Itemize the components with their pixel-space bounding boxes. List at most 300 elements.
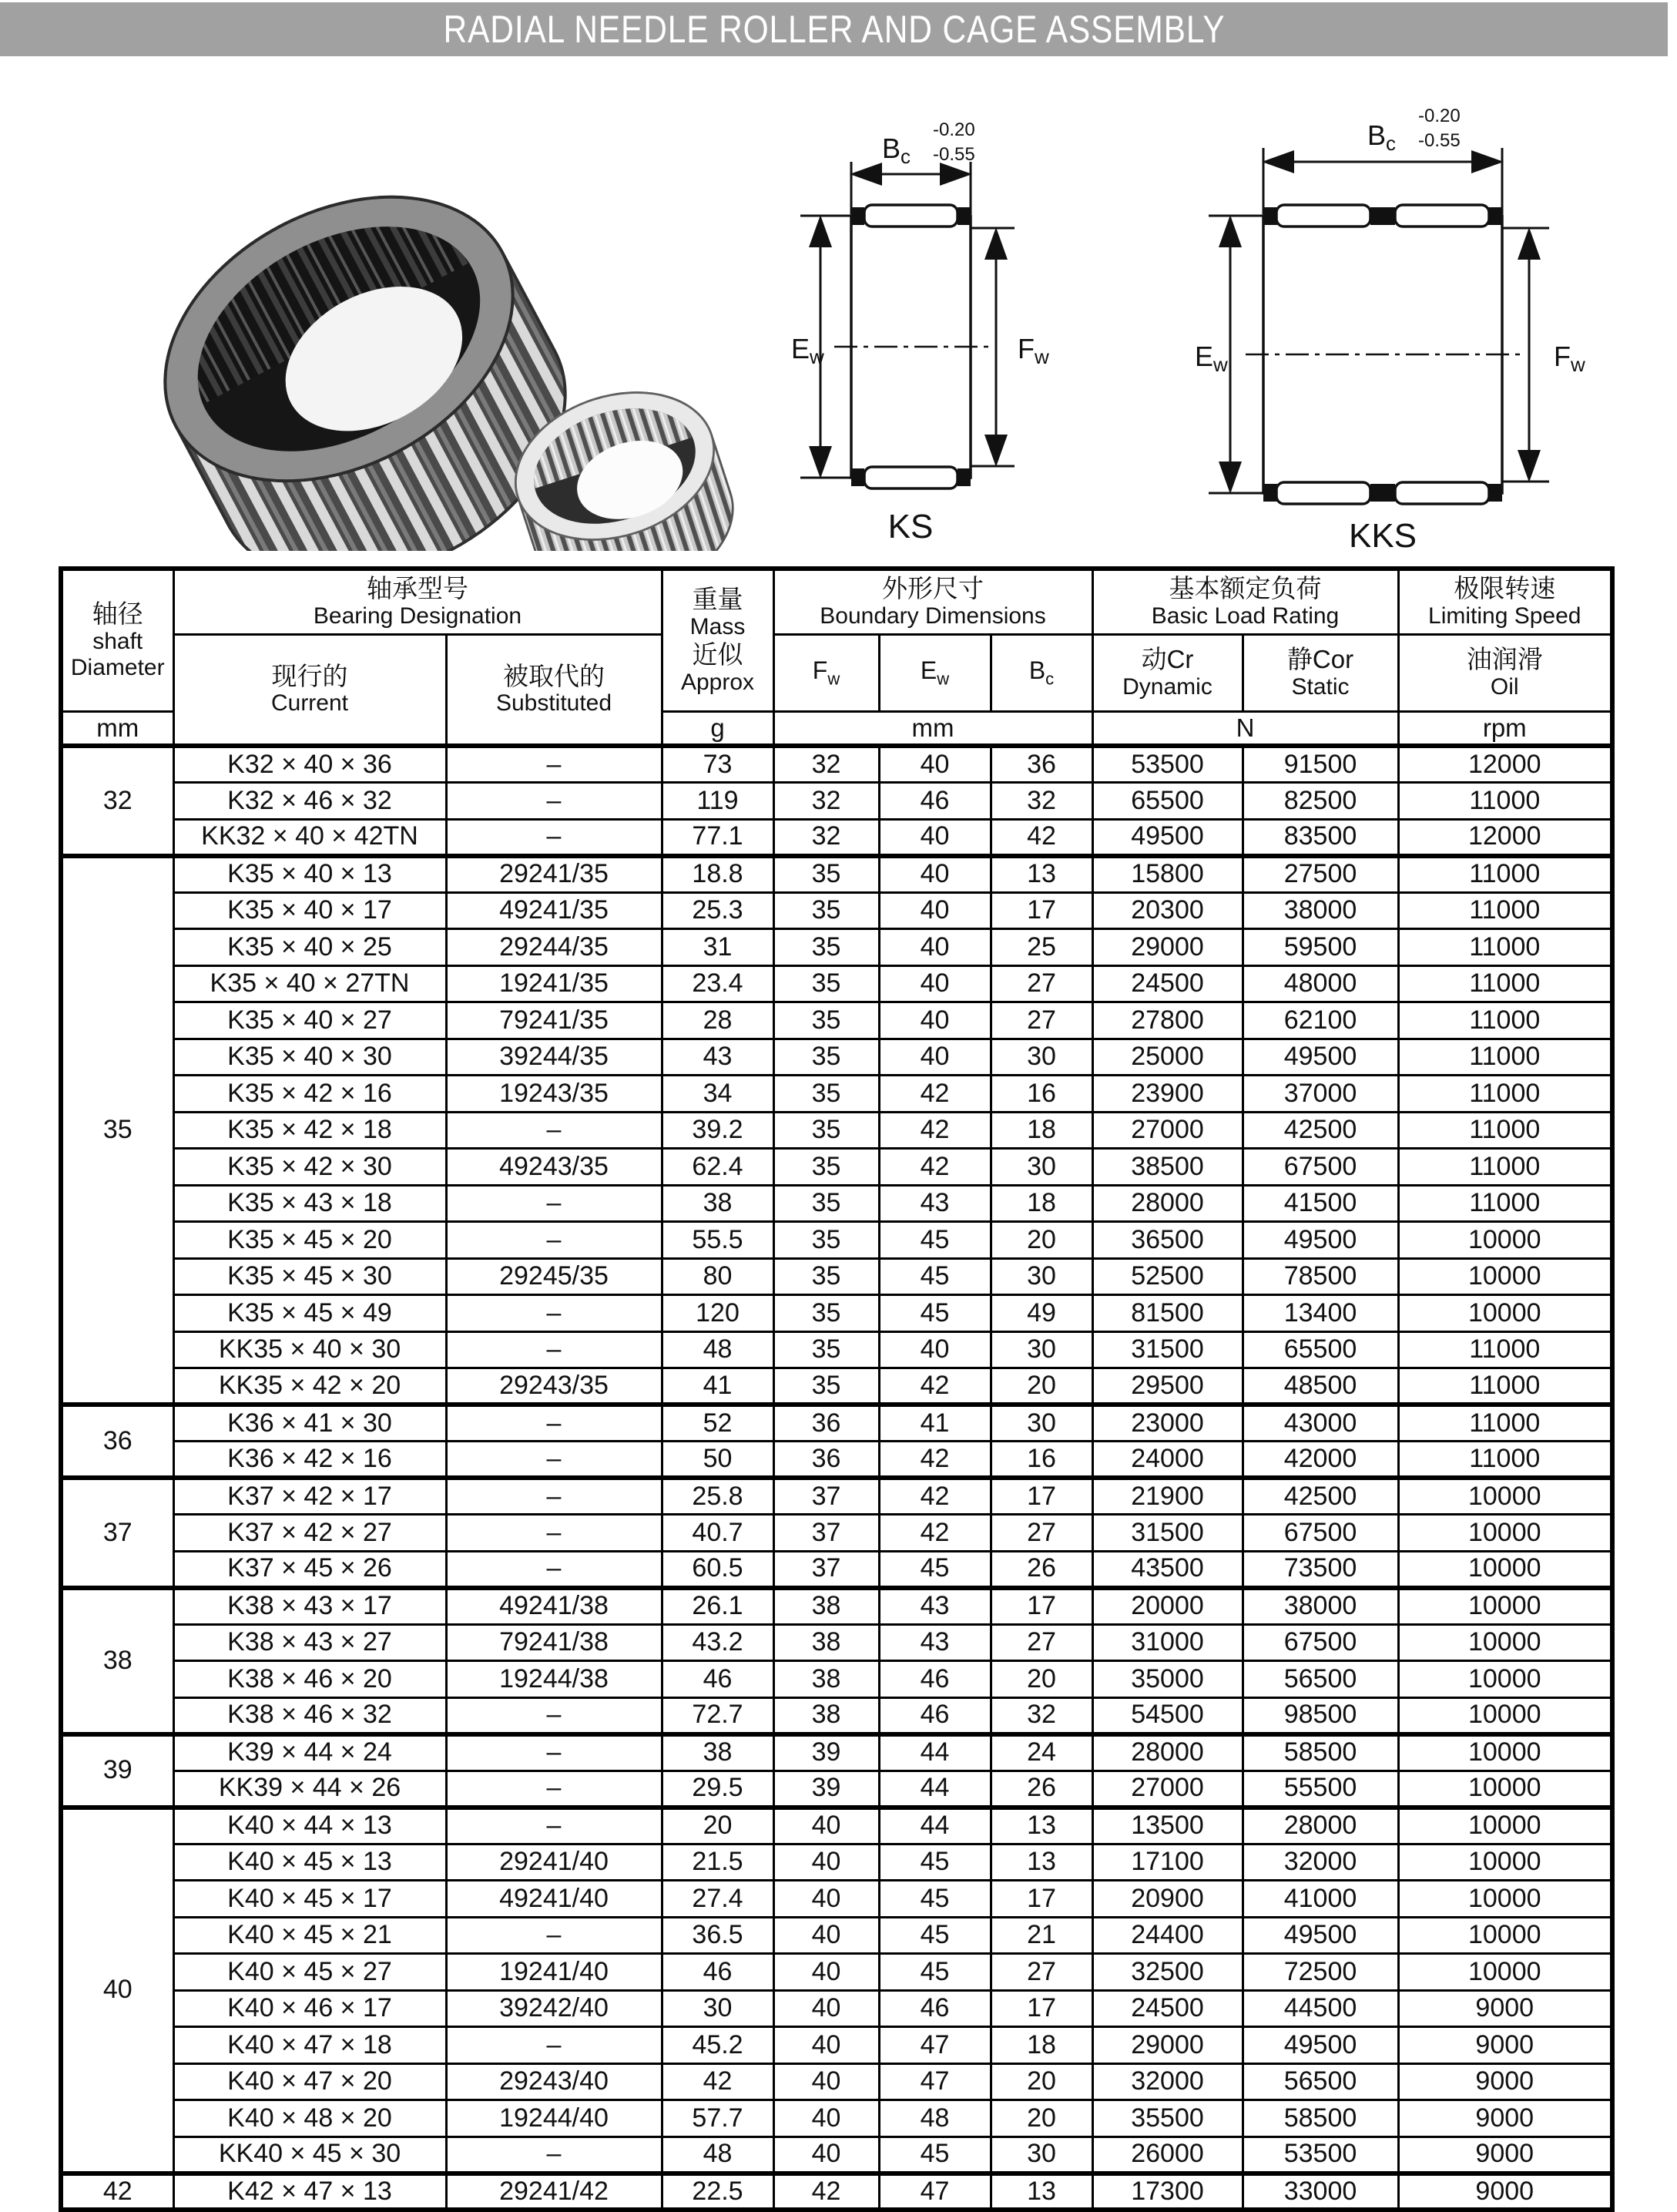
- designation-current-cell: K40 × 45 × 17: [173, 1881, 446, 1918]
- bc-cell: 24: [991, 1734, 1092, 1771]
- static-load-cell: 48500: [1243, 1368, 1398, 1405]
- static-load-cell: 41000: [1243, 1881, 1398, 1918]
- table-row: [61, 929, 1612, 966]
- bc-cell: 20: [991, 1222, 1092, 1259]
- kks-bc-tolerance-upper: -0.20: [1418, 106, 1461, 126]
- limiting-speed-cell: 11000: [1398, 856, 1612, 893]
- limiting-speed-cell: 11000: [1398, 892, 1612, 929]
- designation-substituted-cell: –: [446, 783, 662, 820]
- mass-cell: 119: [662, 783, 773, 820]
- designation-substituted-cell: 49241/40: [446, 1881, 662, 1918]
- static-load-cell: 38000: [1243, 1588, 1398, 1625]
- limiting-speed-cell: 12000: [1398, 819, 1612, 856]
- limiting-speed-cell: 10000: [1398, 1734, 1612, 1771]
- designation-current-cell: K40 × 45 × 21: [173, 1917, 446, 1954]
- fw-cell: 39: [773, 1771, 879, 1808]
- designation-substituted-cell: 19241/40: [446, 1954, 662, 1991]
- bc-cell: 36: [991, 746, 1092, 783]
- designation-current-cell: K35 × 40 × 17: [173, 892, 446, 929]
- designation-substituted-cell: –: [446, 1515, 662, 1552]
- table-row: [61, 856, 1612, 893]
- bc-cell: 18: [991, 2027, 1092, 2064]
- limiting-speed-cell: 10000: [1398, 1588, 1612, 1625]
- designation-current-cell: K35 × 40 × 25: [173, 929, 446, 966]
- mass-cell: 48: [662, 1331, 773, 1368]
- static-load-cell: 58500: [1243, 2100, 1398, 2137]
- table-row: [61, 1771, 1612, 1808]
- dynamic-load-cell: 26000: [1092, 2136, 1243, 2173]
- shaft-diameter-cell: 39: [61, 1734, 173, 1808]
- ew-cell: 46: [879, 1661, 991, 1698]
- table-row: [61, 892, 1612, 929]
- table-row: [61, 1917, 1612, 1954]
- fw-cell: 32: [773, 819, 879, 856]
- table-row: [61, 2100, 1612, 2137]
- mass-cell: 50: [662, 1442, 773, 1479]
- ew-cell: 47: [879, 2027, 991, 2064]
- designation-current-cell: K35 × 40 × 30: [173, 1039, 446, 1076]
- bearing-photos: [85, 143, 747, 551]
- col-header-speed: 极限转速 Limiting Speed: [1398, 569, 1612, 634]
- bc-cell: 30: [991, 1039, 1092, 1076]
- dynamic-load-cell: 17300: [1092, 2173, 1243, 2210]
- limiting-speed-cell: 11000: [1398, 1368, 1612, 1405]
- table-row: [61, 1002, 1612, 1039]
- designation-substituted-cell: –: [446, 1771, 662, 1808]
- table-row: [61, 1734, 1612, 1771]
- static-load-cell: 78500: [1243, 1258, 1398, 1295]
- limiting-speed-cell: 10000: [1398, 1808, 1612, 1844]
- bc-cell: 13: [991, 1844, 1092, 1881]
- dynamic-load-cell: 32500: [1092, 1954, 1243, 1991]
- designation-substituted-cell: –: [446, 1442, 662, 1479]
- static-load-cell: 49500: [1243, 1039, 1398, 1076]
- limiting-speed-cell: 11000: [1398, 1002, 1612, 1039]
- table-row: [61, 1515, 1612, 1552]
- unit-diameter: mm: [61, 711, 173, 746]
- bc-cell: 32: [991, 783, 1092, 820]
- fw-cell: 36: [773, 1442, 879, 1479]
- static-load-cell: 62100: [1243, 1002, 1398, 1039]
- designation-current-cell: K36 × 41 × 30: [173, 1405, 446, 1442]
- fw-cell: 42: [773, 2173, 879, 2210]
- bc-cell: 13: [991, 1808, 1092, 1844]
- limiting-speed-cell: 9000: [1398, 2027, 1612, 2064]
- fw-cell: 40: [773, 2100, 879, 2137]
- designation-substituted-cell: –: [446, 1222, 662, 1259]
- bc-cell: 26: [991, 1771, 1092, 1808]
- fw-cell: 32: [773, 746, 879, 783]
- mass-cell: 46: [662, 1661, 773, 1698]
- fw-cell: 40: [773, 1917, 879, 1954]
- limiting-speed-cell: 11000: [1398, 1039, 1612, 1076]
- designation-current-cell: KK35 × 42 × 20: [173, 1368, 446, 1405]
- ew-cell: 46: [879, 1990, 991, 2027]
- bearing-photo-illustration: [85, 143, 747, 551]
- designation-current-cell: K37 × 42 × 17: [173, 1478, 446, 1515]
- designation-current-cell: K40 × 45 × 13: [173, 1844, 446, 1881]
- ew-cell: 45: [879, 1954, 991, 1991]
- static-load-cell: 41500: [1243, 1185, 1398, 1222]
- designation-current-cell: K32 × 46 × 32: [173, 783, 446, 820]
- static-load-cell: 91500: [1243, 746, 1398, 783]
- table-row: [61, 1844, 1612, 1881]
- designation-substituted-cell: 49241/38: [446, 1588, 662, 1625]
- limiting-speed-cell: 11000: [1398, 1149, 1612, 1186]
- designation-current-cell: K38 × 43 × 17: [173, 1588, 446, 1625]
- limiting-speed-cell: 9000: [1398, 2100, 1612, 2137]
- dynamic-load-cell: 31500: [1092, 1515, 1243, 1552]
- designation-current-cell: K35 × 42 × 30: [173, 1149, 446, 1186]
- ew-cell: 42: [879, 1368, 991, 1405]
- designation-current-cell: KK40 × 45 × 30: [173, 2136, 446, 2173]
- ks-caption: KS: [887, 508, 934, 545]
- designation-current-cell: K35 × 42 × 18: [173, 1112, 446, 1149]
- mass-cell: 21.5: [662, 1844, 773, 1881]
- fw-cell: 37: [773, 1478, 879, 1515]
- limiting-speed-cell: 10000: [1398, 1917, 1612, 1954]
- static-load-cell: 53500: [1243, 2136, 1398, 2173]
- dynamic-load-cell: 27800: [1092, 1002, 1243, 1039]
- designation-current-cell: K35 × 40 × 27TN: [173, 965, 446, 1002]
- fw-cell: 40: [773, 1881, 879, 1918]
- fw-cell: 35: [773, 1002, 879, 1039]
- ew-cell: 40: [879, 929, 991, 966]
- bc-cell: 17: [991, 1990, 1092, 2027]
- table-row: [61, 783, 1612, 820]
- static-load-cell: 33000: [1243, 2173, 1398, 2210]
- designation-current-cell: K35 × 45 × 49: [173, 1295, 446, 1332]
- limiting-speed-cell: 10000: [1398, 1295, 1612, 1332]
- fw-cell: 36: [773, 1405, 879, 1442]
- static-load-cell: 59500: [1243, 929, 1398, 966]
- table-row: [61, 1442, 1612, 1479]
- mass-cell: 62.4: [662, 1149, 773, 1186]
- fw-cell: 35: [773, 1295, 879, 1332]
- unit-speed: rpm: [1398, 711, 1612, 746]
- ew-cell: 45: [879, 1258, 991, 1295]
- mass-cell: 25.3: [662, 892, 773, 929]
- designation-substituted-cell: –: [446, 1331, 662, 1368]
- ew-cell: 46: [879, 1697, 991, 1734]
- designation-current-cell: K42 × 47 × 13: [173, 2173, 446, 2210]
- designation-substituted-cell: 29243/40: [446, 2063, 662, 2100]
- ks-ew-label: Ew: [791, 333, 824, 368]
- limiting-speed-cell: 10000: [1398, 1881, 1612, 1918]
- static-load-cell: 49500: [1243, 1917, 1398, 1954]
- bc-cell: 30: [991, 1149, 1092, 1186]
- designation-current-cell: K40 × 46 × 17: [173, 1990, 446, 2027]
- col-header-designation: 轴承型号 Bearing Designation: [173, 569, 662, 634]
- limiting-speed-cell: 11000: [1398, 783, 1612, 820]
- designation-substituted-cell: 39242/40: [446, 1990, 662, 2027]
- designation-current-cell: K35 × 42 × 16: [173, 1076, 446, 1113]
- dynamic-load-cell: 36500: [1092, 1222, 1243, 1259]
- dynamic-load-cell: 24000: [1092, 1442, 1243, 1479]
- dynamic-load-cell: 24500: [1092, 965, 1243, 1002]
- static-load-cell: 28000: [1243, 1808, 1398, 1844]
- dynamic-load-cell: 81500: [1092, 1295, 1243, 1332]
- dynamic-load-cell: 24400: [1092, 1917, 1243, 1954]
- table-row: [61, 1588, 1612, 1625]
- designation-substituted-cell: 19244/38: [446, 1661, 662, 1698]
- designation-current-cell: K38 × 46 × 20: [173, 1661, 446, 1698]
- mass-cell: 43: [662, 1039, 773, 1076]
- mass-cell: 72.7: [662, 1697, 773, 1734]
- static-load-cell: 43000: [1243, 1405, 1398, 1442]
- designation-substituted-cell: –: [446, 2136, 662, 2173]
- limiting-speed-cell: 10000: [1398, 1258, 1612, 1295]
- table-row: [61, 1039, 1612, 1076]
- table-row: [61, 1954, 1612, 1991]
- static-load-cell: 56500: [1243, 1661, 1398, 1698]
- designation-substituted-cell: –: [446, 1112, 662, 1149]
- ew-cell: 45: [879, 1917, 991, 1954]
- ew-cell: 42: [879, 1478, 991, 1515]
- limiting-speed-cell: 9000: [1398, 1990, 1612, 2027]
- ks-bc-label: Bc: [882, 133, 911, 168]
- limiting-speed-cell: 11000: [1398, 1185, 1612, 1222]
- table-row: [61, 1222, 1612, 1259]
- designation-current-cell: K40 × 47 × 18: [173, 2027, 446, 2064]
- table-row: [61, 1478, 1612, 1515]
- designation-substituted-cell: –: [446, 1808, 662, 1844]
- fw-cell: 35: [773, 1076, 879, 1113]
- mass-cell: 23.4: [662, 965, 773, 1002]
- designation-current-cell: K39 × 44 × 24: [173, 1734, 446, 1771]
- table-row: [61, 1551, 1612, 1588]
- bc-cell: 16: [991, 1076, 1092, 1113]
- mass-cell: 25.8: [662, 1478, 773, 1515]
- static-load-cell: 98500: [1243, 1697, 1398, 1734]
- designation-current-cell: KK32 × 40 × 42TN: [173, 819, 446, 856]
- fw-cell: 39: [773, 1734, 879, 1771]
- mass-cell: 45.2: [662, 2027, 773, 2064]
- ew-cell: 45: [879, 1881, 991, 1918]
- ew-cell: 43: [879, 1588, 991, 1625]
- designation-current-cell: K40 × 47 × 20: [173, 2063, 446, 2100]
- bc-cell: 30: [991, 1331, 1092, 1368]
- table-row: [61, 1990, 1612, 2027]
- limiting-speed-cell: 10000: [1398, 1624, 1612, 1661]
- designation-current-cell: K35 × 45 × 20: [173, 1222, 446, 1259]
- table-row: [61, 1331, 1612, 1368]
- ew-cell: 40: [879, 892, 991, 929]
- bc-cell: 27: [991, 965, 1092, 1002]
- fw-cell: 35: [773, 1185, 879, 1222]
- bc-cell: 13: [991, 856, 1092, 893]
- fw-cell: 35: [773, 1222, 879, 1259]
- designation-current-cell: KK39 × 44 × 26: [173, 1771, 446, 1808]
- static-load-cell: 73500: [1243, 1551, 1398, 1588]
- limiting-speed-cell: 9000: [1398, 2173, 1612, 2210]
- mass-cell: 39.2: [662, 1112, 773, 1149]
- limiting-speed-cell: 9000: [1398, 2063, 1612, 2100]
- fw-cell: 40: [773, 1954, 879, 1991]
- mass-cell: 29.5: [662, 1771, 773, 1808]
- ew-cell: 47: [879, 2173, 991, 2210]
- mass-cell: 38: [662, 1734, 773, 1771]
- fw-cell: 40: [773, 1990, 879, 2027]
- col-header-bc: $B_c$: [991, 634, 1092, 711]
- ew-cell: 42: [879, 1442, 991, 1479]
- bc-cell: 13: [991, 2173, 1092, 2210]
- limiting-speed-cell: 10000: [1398, 1954, 1612, 1991]
- kks-fw-label: Fw: [1554, 341, 1585, 376]
- static-load-cell: 83500: [1243, 819, 1398, 856]
- bc-cell: 20: [991, 2100, 1092, 2137]
- static-load-cell: 67500: [1243, 1624, 1398, 1661]
- fw-cell: 40: [773, 2136, 879, 2173]
- mass-cell: 60.5: [662, 1551, 773, 1588]
- designation-current-cell: K35 × 40 × 13: [173, 856, 446, 893]
- ew-cell: 40: [879, 819, 991, 856]
- ew-cell: 47: [879, 2063, 991, 2100]
- static-load-cell: 55500: [1243, 1771, 1398, 1808]
- designation-substituted-cell: –: [446, 819, 662, 856]
- diagram-ks: [790, 116, 1121, 555]
- bc-cell: 20: [991, 1368, 1092, 1405]
- limiting-speed-cell: 10000: [1398, 1551, 1612, 1588]
- static-load-cell: 67500: [1243, 1515, 1398, 1552]
- ew-cell: 44: [879, 1808, 991, 1844]
- table-row: [61, 965, 1612, 1002]
- bc-cell: 18: [991, 1112, 1092, 1149]
- ew-cell: 45: [879, 1295, 991, 1332]
- kks-drawing: [1190, 92, 1660, 562]
- col-header-fw: $F_w$: [773, 634, 879, 711]
- fw-cell: 40: [773, 2027, 879, 2064]
- fw-cell: 37: [773, 1551, 879, 1588]
- designation-substituted-cell: 49241/35: [446, 892, 662, 929]
- fw-cell: 35: [773, 965, 879, 1002]
- bc-cell: 27: [991, 1515, 1092, 1552]
- fw-cell: 38: [773, 1624, 879, 1661]
- fw-cell: 38: [773, 1661, 879, 1698]
- table-row: [61, 2027, 1612, 2064]
- designation-current-cell: K38 × 43 × 27: [173, 1624, 446, 1661]
- dynamic-load-cell: 43500: [1092, 1551, 1243, 1588]
- ew-cell: 40: [879, 746, 991, 783]
- designation-substituted-cell: 49243/35: [446, 1149, 662, 1186]
- ew-cell: 40: [879, 965, 991, 1002]
- col-header-mass: 重量 Mass 近似 Approx: [662, 569, 773, 711]
- col-header-static: 静Cor Static: [1243, 634, 1398, 711]
- mass-cell: 18.8: [662, 856, 773, 893]
- static-load-cell: 44500: [1243, 1990, 1398, 2027]
- limiting-speed-cell: 10000: [1398, 1661, 1612, 1698]
- ks-bc-tolerance-upper: -0.20: [933, 119, 975, 140]
- mass-cell: 20: [662, 1808, 773, 1844]
- bc-cell: 30: [991, 1405, 1092, 1442]
- static-load-cell: 13400: [1243, 1295, 1398, 1332]
- designation-current-cell: K35 × 45 × 30: [173, 1258, 446, 1295]
- mass-cell: 27.4: [662, 1881, 773, 1918]
- designation-substituted-cell: –: [446, 1185, 662, 1222]
- bearing-spec-table: [59, 566, 1615, 2212]
- ew-cell: 42: [879, 1112, 991, 1149]
- mass-cell: 55.5: [662, 1222, 773, 1259]
- shaft-diameter-cell: 36: [61, 1405, 173, 1478]
- col-header-current: 现行的 Current: [173, 634, 446, 746]
- static-load-cell: 49500: [1243, 2027, 1398, 2064]
- dynamic-load-cell: 13500: [1092, 1808, 1243, 1844]
- ew-cell: 40: [879, 1331, 991, 1368]
- col-header-oil: 油润滑 Oil: [1398, 634, 1612, 711]
- limiting-speed-cell: 11000: [1398, 965, 1612, 1002]
- bc-cell: 27: [991, 1624, 1092, 1661]
- static-load-cell: 72500: [1243, 1954, 1398, 1991]
- table-row: [61, 2136, 1612, 2173]
- fw-cell: 32: [773, 783, 879, 820]
- shaft-diameter-cell: 42: [61, 2173, 173, 2210]
- static-load-cell: 42500: [1243, 1112, 1398, 1149]
- fw-cell: 35: [773, 1039, 879, 1076]
- dynamic-load-cell: 29000: [1092, 2027, 1243, 2064]
- designation-substituted-cell: 39244/35: [446, 1039, 662, 1076]
- table-row: [61, 1405, 1612, 1442]
- table-row: [61, 746, 1612, 783]
- mass-cell: 120: [662, 1295, 773, 1332]
- col-header-substituted: 被取代的 Substituted: [446, 634, 662, 746]
- fw-cell: 35: [773, 856, 879, 893]
- static-load-cell: 82500: [1243, 783, 1398, 820]
- bc-cell: 26: [991, 1551, 1092, 1588]
- bc-cell: 27: [991, 1002, 1092, 1039]
- ew-cell: 40: [879, 856, 991, 893]
- ew-cell: 42: [879, 1515, 991, 1552]
- limiting-speed-cell: 10000: [1398, 1222, 1612, 1259]
- designation-substituted-cell: 29241/42: [446, 2173, 662, 2210]
- designation-substituted-cell: –: [446, 2027, 662, 2064]
- table-row: [61, 1295, 1612, 1332]
- limiting-speed-cell: 9000: [1398, 2136, 1612, 2173]
- fw-cell: 35: [773, 1149, 879, 1186]
- fw-cell: 38: [773, 1588, 879, 1625]
- fw-cell: 40: [773, 1844, 879, 1881]
- ks-drawing: [790, 116, 1121, 555]
- limiting-speed-cell: 11000: [1398, 929, 1612, 966]
- ew-cell: 43: [879, 1624, 991, 1661]
- limiting-speed-cell: 11000: [1398, 1076, 1612, 1113]
- unit-dimensions: mm: [773, 711, 1092, 746]
- diagram-kks: [1190, 92, 1660, 562]
- table-row: [61, 1881, 1612, 1918]
- designation-substituted-cell: 29243/35: [446, 1368, 662, 1405]
- ew-cell: 43: [879, 1185, 991, 1222]
- designation-current-cell: K37 × 45 × 26: [173, 1551, 446, 1588]
- dynamic-load-cell: 35500: [1092, 2100, 1243, 2137]
- dynamic-load-cell: 23900: [1092, 1076, 1243, 1113]
- table-row: [61, 2173, 1612, 2210]
- unit-mass: g: [662, 711, 773, 746]
- table-row: [61, 1149, 1612, 1186]
- static-load-cell: 48000: [1243, 965, 1398, 1002]
- designation-current-cell: K40 × 45 × 27: [173, 1954, 446, 1991]
- bc-cell: 21: [991, 1917, 1092, 1954]
- ew-cell: 45: [879, 2136, 991, 2173]
- mass-cell: 22.5: [662, 2173, 773, 2210]
- ew-cell: 45: [879, 1551, 991, 1588]
- static-load-cell: 32000: [1243, 1844, 1398, 1881]
- dynamic-load-cell: 27000: [1092, 1112, 1243, 1149]
- dynamic-load-cell: 28000: [1092, 1734, 1243, 1771]
- mass-cell: 34: [662, 1076, 773, 1113]
- ew-cell: 45: [879, 1222, 991, 1259]
- designation-substituted-cell: –: [446, 1295, 662, 1332]
- mass-cell: 73: [662, 746, 773, 783]
- ew-cell: 46: [879, 783, 991, 820]
